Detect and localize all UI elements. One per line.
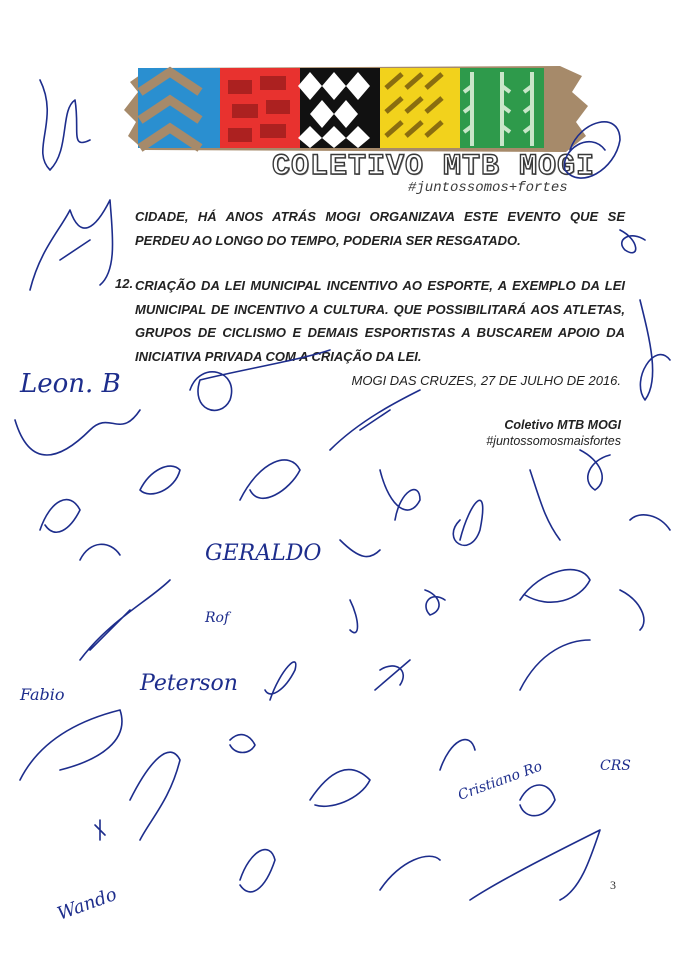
signature-36 (95, 820, 105, 840)
signature-28 (130, 752, 180, 840)
list-item-number: 12. (115, 276, 134, 291)
signature-cristiano: Cristiano Ro (455, 758, 545, 804)
signature-fabio: Fabio (20, 685, 65, 704)
signature-26 (520, 640, 590, 690)
signature-34 (380, 856, 440, 890)
signature-16 (530, 470, 560, 540)
signature-24 (265, 662, 296, 700)
signature-crs: CRS (600, 758, 631, 774)
signature-22 (350, 600, 358, 633)
signature-35 (470, 830, 600, 900)
signature-geraldo: GERALDO (205, 541, 322, 566)
signature-1 (40, 80, 90, 170)
signature-wando: Wando (54, 883, 120, 925)
signature-peterson: Peterson (140, 671, 238, 696)
signature-15 (453, 500, 482, 545)
signature-6 (15, 410, 140, 455)
signature-rof: Rof (205, 610, 230, 626)
signature-14 (380, 470, 420, 520)
signature-29 (230, 735, 255, 753)
brand-tagline: #juntossomos+fortes (408, 180, 568, 196)
signature-8 (330, 390, 420, 450)
signer-name: Coletivo MTB MOGI (504, 418, 621, 432)
signature-31 (440, 740, 475, 770)
signature-11 (40, 500, 80, 533)
signature-33 (240, 850, 275, 892)
list-item-text: CRIAÇÃO DA LEI MUNICIPAL INCENTIVO AO ESPORTE, A EXEMPLO DA LEI MUNICIPAL DE INCENTIVO A CULTURA. QUE POSSIBILITARÁ AOS ATLETAS, GRUPOS DE CICLISMO E DEMAIS ESPORTISTAS A BUSCAREM APOIO DA INICIATIVA PRIVADA COM A CRIAÇÃO DA LEI. (135, 278, 625, 364)
signature-leon: Leon. B (20, 369, 121, 399)
signer-tag: #juntossomosmaisfortes (486, 434, 621, 448)
brand-title: COLETIVO MTB MOGI (272, 150, 596, 184)
signature-21 (80, 580, 170, 660)
signature-32 (520, 785, 555, 816)
signature-9 (240, 460, 300, 500)
signature-27 (20, 710, 122, 780)
signature-30 (310, 770, 370, 807)
brand-banner (120, 62, 590, 154)
signature-10 (140, 466, 180, 494)
date-line: MOGI DAS CRUZES, 27 DE JULHO DE 2016. (351, 373, 621, 388)
signature-5 (640, 300, 670, 400)
page-number: 3 (610, 878, 616, 892)
signature-13 (80, 544, 120, 560)
signature-17 (630, 515, 670, 530)
paragraph-continuation: CIDADE, HÁ ANOS ATRÁS MOGI ORGANIZAVA ESTE EVENTO QUE SE PERDEU AO LONGO DO TEMPO, PODERIA SER RESGATADO. (135, 209, 625, 248)
signature-18 (340, 540, 380, 557)
signature-19 (520, 570, 590, 603)
signature-23 (425, 590, 445, 615)
signature-12 (580, 450, 610, 490)
signature-25 (375, 660, 410, 690)
signature-2 (30, 200, 113, 290)
signature-20 (620, 590, 644, 630)
